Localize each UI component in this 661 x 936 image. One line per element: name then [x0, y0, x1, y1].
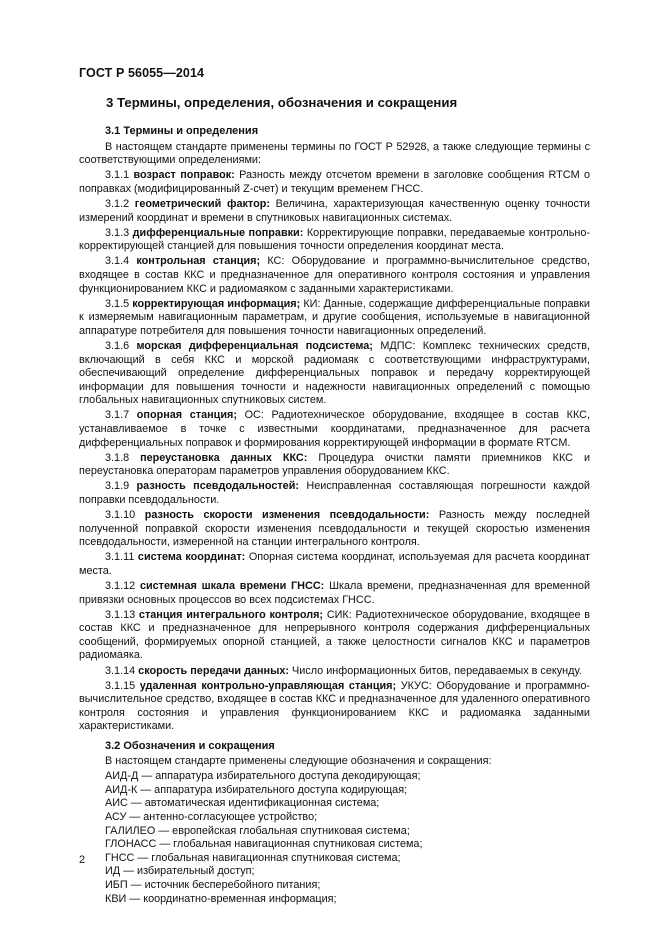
term-number: 3.1.8	[105, 451, 130, 464]
term-number: 3.1.4	[105, 255, 130, 268]
term-entry	[79, 680, 590, 734]
term-definition: Величина, характеризующая качественную оценку точности измерений координат и времени в спутниковых навигационных системах.	[79, 197, 590, 224]
term-name: корректирующая информация;	[132, 297, 301, 310]
term-name: разность псевдодальностей:	[136, 480, 299, 493]
term-entry	[79, 609, 590, 663]
term-entry	[79, 409, 590, 450]
term-number: 3.1.2	[105, 197, 130, 210]
term-entry	[79, 452, 590, 479]
term-entry	[79, 298, 590, 339]
term-number: 3.1.1	[105, 169, 130, 182]
term-definition: ОС: Радиотехническое оборудование, входящее в состав ККС, устанавливаемое в точке с известными координатами, предназначенное для расчета дифференциальных поправок и формирования корректирующей информации в формате RTCM.	[79, 409, 591, 449]
page-number: 2	[79, 854, 86, 866]
term-name: система координат:	[137, 551, 246, 564]
term-entry	[79, 169, 590, 196]
term-name: переустановка данных ККС:	[140, 451, 308, 464]
term-definition: Процедура очистки памяти приемников ККС и переустановка операторам параметров управления оборудованием ККС.	[79, 451, 591, 478]
abbreviation-item: АИД-Д — аппаратура избирательного доступа декодирующая;	[105, 770, 421, 783]
subsection-title-terms: 3.1 Термины и определения	[105, 125, 259, 137]
term-number: 3.1.7	[105, 409, 130, 422]
term-definition: КС: Оборудование и программно-вычислительное средство, входящее в состав ККС и предназначенное для оперативного контроля состояния и управления функционированием ККС и радиомаяком с заданными характеристиками.	[79, 255, 590, 295]
terms-list	[79, 169, 590, 734]
term-definition: МДПС: Комплекс технических средств, включающий в себя ККС и морской радиомаяк с соответствующими инфраструктурами, обеспечивающий определение дифференциальных поправок и передачу корректирующей информации для повышения точности и надежности навигационных определений с помощью глобальных навигационных спутниковых систем.	[79, 339, 591, 407]
document-header: ГОСТ Р 56055—2014	[79, 66, 205, 80]
term-entry	[79, 509, 590, 550]
term-name: системная шкала времени ГНСС:	[139, 580, 325, 592]
term-number: 3.1.9	[105, 480, 130, 493]
term-number: 3.1.12	[105, 580, 136, 592]
term-entry	[79, 227, 590, 254]
abbreviation-item: ГАЛИЛЕО — европейская глобальная спутниковая система;	[105, 824, 410, 837]
abbreviation-item: АИС — автоматическая идентификационная система;	[105, 797, 380, 810]
document-content	[79, 95, 590, 906]
term-entry	[79, 551, 590, 578]
abbreviation-item: ИБП — источник бесперебойного питания;	[105, 878, 321, 891]
term-number: 3.1.6	[105, 339, 130, 352]
subsection-title-abbreviations: 3.2 Обозначения и сокращения	[105, 739, 275, 752]
term-definition: Число информационных битов, передаваемых в секунду.	[292, 664, 582, 677]
term-definition: КИ: Данные, содержащие дифференциальные поправки к измеряемым навигационным параметрам, и другие сообщения, используемые в навигационной аппаратуре потребителя для повышения точности навигационных определений.	[79, 297, 590, 337]
term-name: контрольная станция;	[136, 255, 261, 268]
abbreviation-item: ИД — избирательный доступ;	[105, 865, 255, 878]
term-entry	[79, 580, 590, 607]
term-name: возраст поправок:	[133, 169, 235, 182]
term-name: опорная станция;	[136, 409, 237, 422]
abbreviations-list	[79, 770, 590, 906]
term-number: 3.1.10	[105, 509, 136, 522]
section-title: 3 Термины, определения, обозначения и сокращения	[106, 95, 458, 110]
term-definition: СИК: Радиотехническое оборудование, входящее в состав ККС и предназначенное для непрерывного контроля содержания дифференциальных сообщений, формируемых опорной станцией, а также целостности сигналов ККС и параметров радиомаяка.	[79, 608, 591, 662]
terms-intro: В настоящем стандарте применены термины по ГОСТ Р 52928, а также следующие термины с соответствующими определениями:	[79, 140, 590, 167]
term-name: разность скорости изменения псевдодальности:	[144, 509, 430, 522]
abbreviations-intro: В настоящем стандарте применены следующие обозначения и сокращения:	[105, 755, 492, 768]
abbreviation-item: ГЛОНАСС — глобальная навигационная спутниковая система;	[105, 838, 423, 851]
term-name: морская дифференциальная подсистема;	[136, 339, 373, 352]
abbreviation-item: АИД-К — аппаратура избирательного доступа кодирующая;	[105, 783, 408, 796]
term-entry	[79, 665, 590, 679]
term-definition: Разность между последней полученной поправкой скорости изменения псевдодальности и текущей скоростью изменения псевдодальности, измеренной на станции интегрального контроля.	[79, 509, 590, 549]
term-definition: Разность между отсчетом времени в заголовке сообщения RTCM о поправках (модифицированный Z-счет) и текущим временем ГНСС.	[79, 169, 591, 195]
term-number: 3.1.5	[105, 297, 130, 310]
term-name: скорость передачи данных:	[138, 664, 290, 677]
term-number: 3.1.3	[105, 226, 130, 239]
abbreviation-item: АСУ — антенно-согласующее устройство;	[105, 811, 318, 823]
term-name: геометрический фактор:	[134, 197, 270, 210]
term-number: 3.1.15	[105, 679, 136, 692]
term-name: удаленная контрольно-управляющая станция;	[139, 679, 397, 692]
term-definition: Корректирующие поправки, передаваемые контрольно-корректирующей станцией для повышения точности определения координат места.	[79, 226, 590, 253]
abbreviation-item: ГНСС — глобальная навигационная спутниковая система;	[105, 851, 401, 864]
term-definition: Неисправленная составляющая погрешности каждой поправки псевдодальности.	[79, 480, 590, 506]
term-entry	[79, 198, 590, 225]
term-number: 3.1.13	[105, 608, 136, 621]
abbreviation-item: КВИ — координатно-временная информация;	[105, 892, 337, 905]
term-definition: Опорная система координат, используемая для расчета координат места.	[79, 551, 590, 577]
term-definition: Шкала времени, предназначенная для временной привязки основных процессов во всех подсистемах ГНСС.	[79, 580, 591, 606]
term-name: станция интегрального контроля;	[138, 608, 324, 621]
term-name: дифференциальные поправки:	[132, 226, 304, 239]
term-entry	[79, 255, 590, 296]
term-number: 3.1.14	[105, 664, 136, 677]
term-number: 3.1.11	[105, 551, 135, 564]
term-entry	[79, 340, 590, 408]
term-definition: УКУС: Оборудование и программно-вычислительное средство, входящее в состав ККС и предназначенное для удаленного оперативного контроля состояния и управления функционированием ККС и радиомаяка заданными характеристиками.	[79, 679, 591, 733]
term-entry	[79, 480, 590, 507]
